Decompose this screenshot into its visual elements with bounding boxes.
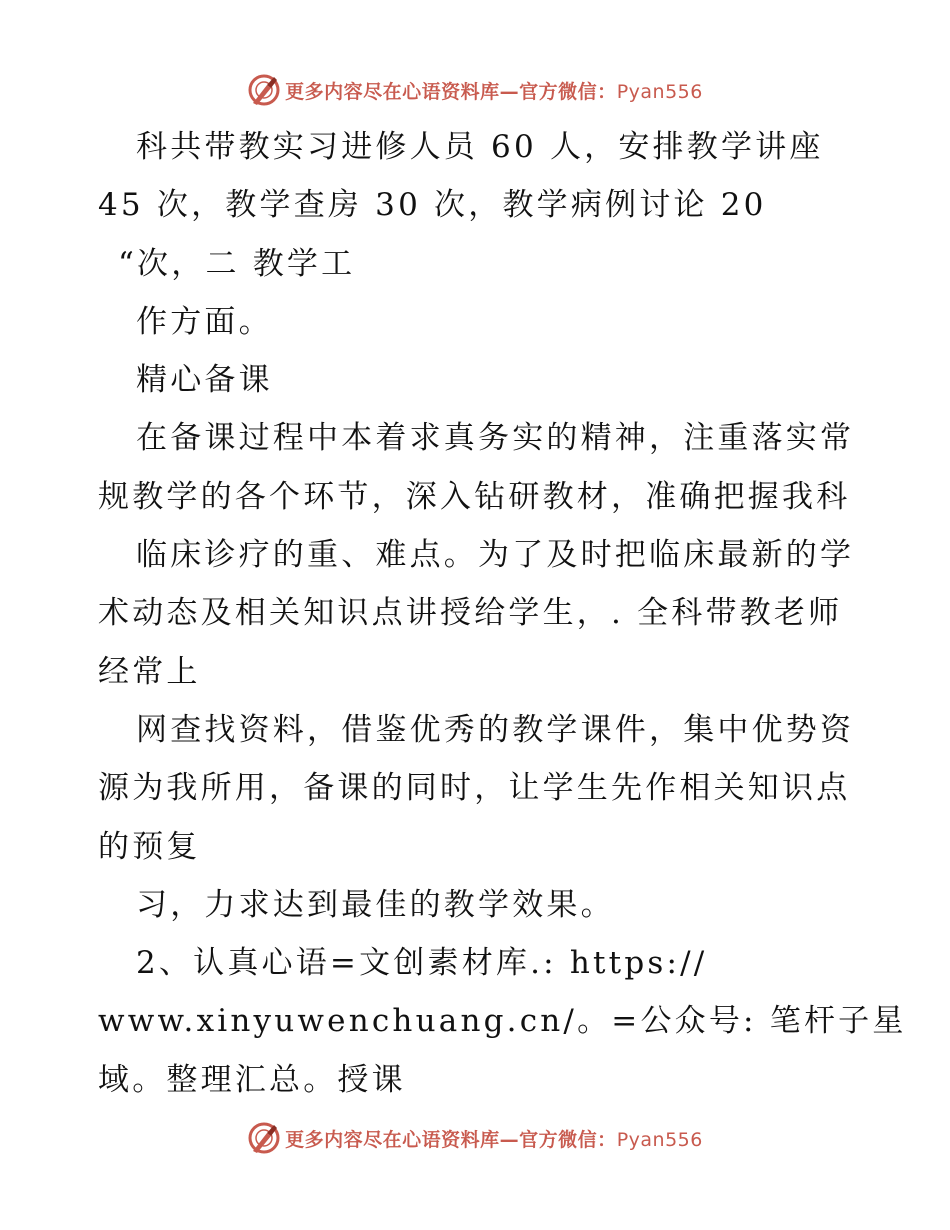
text-line: 术动态及相关知识点讲授给学生，. 全科带教老师	[98, 595, 843, 632]
text-line: 的预复	[98, 828, 201, 865]
text-line: 域。整理汇总。授课	[98, 1061, 406, 1098]
banner-text: 更多内容尽在心语资料库—官方微信：Pyan556	[285, 1128, 703, 1151]
text-line: “次，二 教学工	[118, 245, 356, 282]
text-line: 科共带教实习进修人员 60 人，安排教学讲座	[136, 129, 824, 165]
text-line: www.xinyuwenchuang.cn/。=公众号: 笔杆子星	[98, 1003, 907, 1040]
text-line: 经常上	[98, 653, 201, 690]
pen-seal-icon	[247, 1121, 281, 1155]
text-line: 规教学的各个环节，深入钻研教材，准确把握我科	[98, 478, 851, 515]
text-line: 在备课过程中本着求真务实的精神，注重落实常	[136, 420, 855, 457]
header-watermark-banner	[0, 70, 950, 110]
banner-text: 更多内容尽在心语资料库—官方微信：Pyan556	[285, 80, 703, 103]
text-line: 网查找资料，借鉴优秀的教学课件，集中优势资	[136, 711, 855, 748]
section-heading: 精心备课	[136, 362, 273, 399]
text-line: 2、认真心语=文创素材库.: https://	[136, 945, 708, 982]
text-line: 临床诊疗的重、难点。为了及时把临床最新的学	[136, 537, 855, 574]
text-line: 45 次，教学查房 30 次，教学病例讨论 20	[98, 187, 767, 224]
text-line: 作方面。	[136, 303, 273, 340]
document-body	[98, 118, 907, 1109]
pen-seal-icon	[247, 73, 281, 107]
text-line: 源为我所用，备课的同时，让学生先作相关知识点	[98, 770, 851, 807]
text-line: 习，力求达到最佳的教学效果。	[136, 886, 615, 923]
footer-watermark-banner	[0, 1118, 950, 1158]
